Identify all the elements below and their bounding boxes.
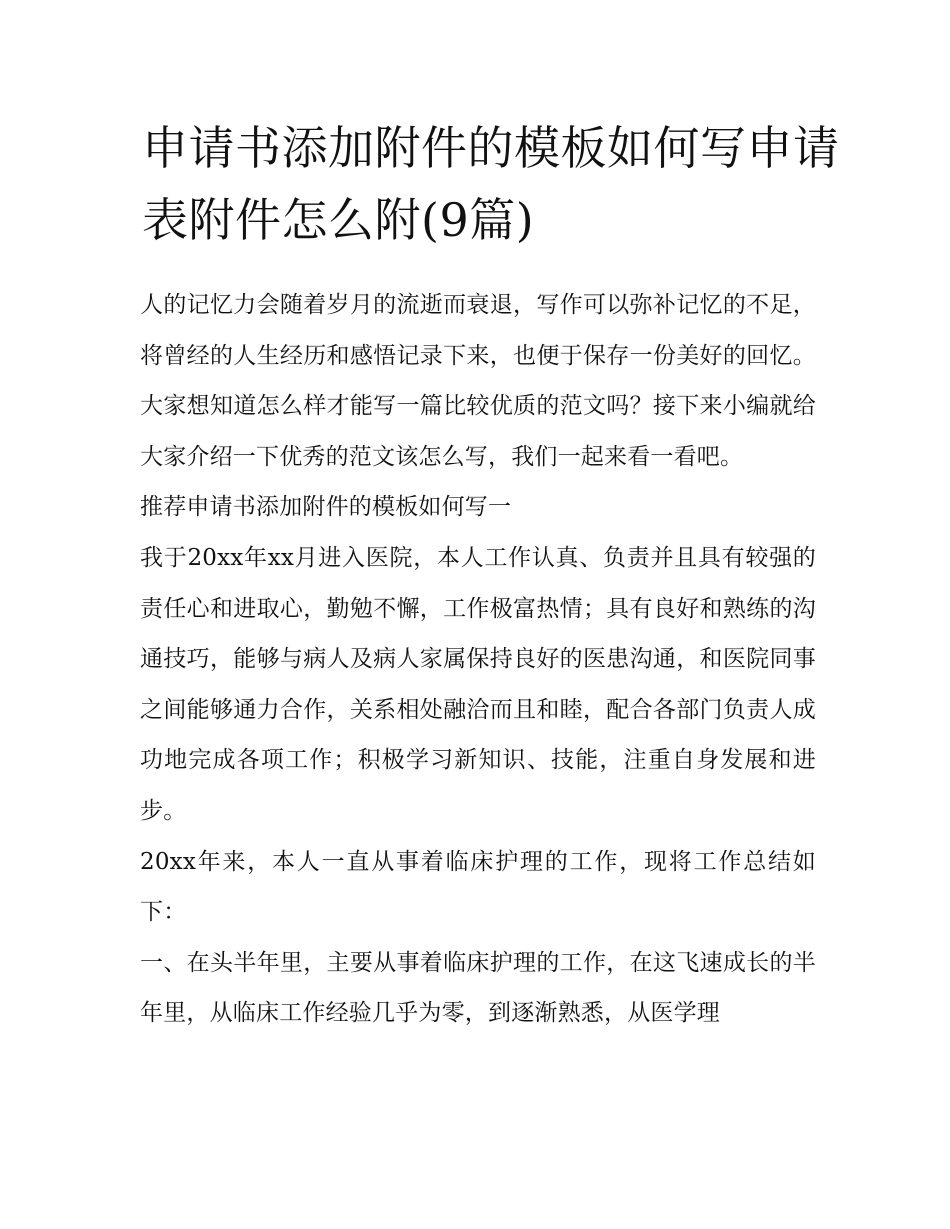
document-title: 申请书添加附件的模板如何写申请表附件怎么附(9篇) xyxy=(142,121,840,247)
body-paragraph: 我于20xx年xx月进入医院，本人工作认真、负责并且具有较强的责任心和进取心，勤勉不懈，工作极富热情；具有良好和熟练的沟通技巧，能够与病人及病人家属保持良好的医患沟通，和医院同事之间能够通力合作，关系相处融洽而且和睦，配合各部门负责人成功地完成各项工作；积极学习新知识、技能，注重自身发展和进步。 xyxy=(140,544,816,824)
body-paragraph: 20xx年来，本人一直从事着临床护理的工作，现将工作总结如下： xyxy=(140,848,816,926)
document-body xyxy=(140,280,816,1039)
section-heading: 推荐申请书添加附件的模板如何写一 xyxy=(140,494,512,521)
body-paragraph: 一、在头半年里，主要从事着临床护理的工作，在这飞速成长的半年里，从临床工作经验几乎为零，到逐渐熟悉，从医学理 xyxy=(140,949,816,1027)
intro-paragraph: 人的记忆力会随着岁月的流逝而衰退，写作可以弥补记忆的不足，将曾经的人生经历和感悟记录下来，也便于保存一份美好的回忆。大家想知道怎么样才能写一篇比较优质的范文吗？接下来小编就给大家介绍一下优秀的范文该怎么写，我们一起来看一看吧。 xyxy=(140,292,816,470)
